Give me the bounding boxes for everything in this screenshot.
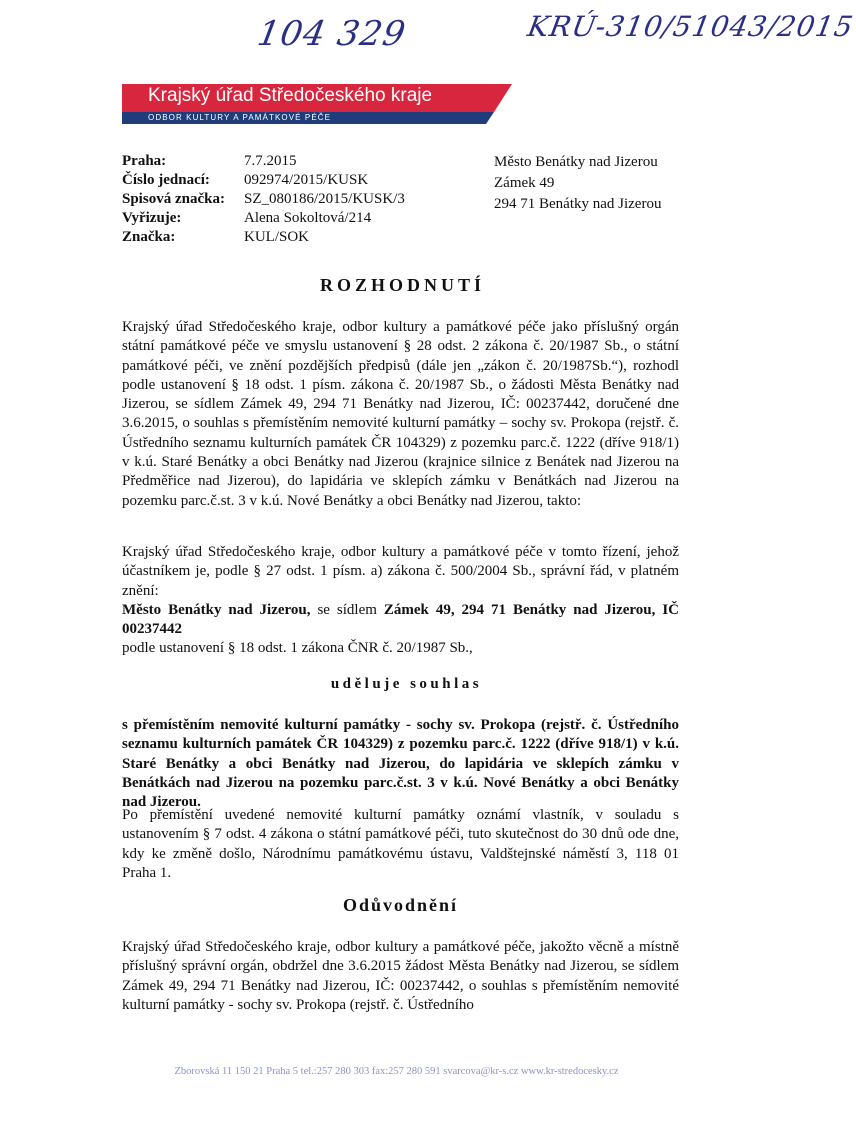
banner-subtitle: ODBOR KULTURY A PAMÁTKOVÉ PÉČE [148, 113, 332, 122]
address-line: Město Benátky nad Jizerou [494, 154, 658, 170]
party-address: Zámek 49, 294 71 Benátky nad Jizerou, IČ 00237442 [122, 601, 679, 638]
meta-value: SZ_080186/2015/KUSK/3 [244, 191, 405, 207]
footer-contact: Zborovská 11 150 21 Praha 5 tel.:257 280 303 fax:257 280 591 svarcova@kr-s.cz www.kr-stredocesky.cz [174, 1066, 619, 1077]
meta-label: Značka: [122, 229, 176, 245]
reasoning-heading: Odůvodnění [342, 895, 459, 915]
meta-label: Praha: [122, 153, 167, 169]
notice-paragraph: Po přemístění uvedené nemovité kulturní památky oznámí vlastník, v souladu s ustanovením § 7 odst. 4 zákona o státní památkové péči, tuto skutečnost do 30 dnů ode dne, kdy ke změně došlo, Národnímu památkovému ústavu, Valdštejnské náměstí 3, 118 01 Praha 1. [122, 807, 679, 881]
intro-paragraph: Krajský úřad Středočeského kraje, odbor kultury a památkové péče jako příslušný orgán státní památkové péče ve smyslu ustanovení § 28 odst. 2 zákona č. 20/1987 Sb., o státní památkové péči, ve znění pozdějších předpisů (dále jen „zákon č. 20/1987Sb.“), rozhodl podle ustanovení § 18 odst. 1 písm. zákona č. 20/1987 Sb., o žádosti Města Benátky nad Jizerou, se sídlem Zámek 49, 294 71 Benátky nad Jizerou, IČ: 00237442, doručené dne 3.6.2015, o souhlas s přemístěním nemovité kulturní památky – sochy sv. Prokopa (rejstř. č. Ústředního seznamu kulturních památek ČR 104329) z pozemku parc.č. 1222 (dříve 918/1) v k.ú. Staré Benátky a obci Benátky nad Jizerou (krajnice silnice z Benátek nad Jizerou na Předměřice nad Jizerou), do lapidária ve sklepích zámku v Benátkách nad Jizerou na pozemku parc.č.st. 3 v k.ú. Nové Benátky a obci Benátky nad Jizerou, takto: [122, 319, 679, 509]
meta-row-handled-by [122, 209, 405, 228]
party-line [122, 601, 679, 640]
meta-label: Vyřizuje: [122, 210, 182, 226]
recipient-address [494, 152, 661, 215]
decision-heading: ROZHODNUTÍ [319, 275, 485, 295]
meta-label: Spisová značka: [122, 191, 225, 207]
meta-row-reference-number [122, 171, 405, 190]
meta-row-date [122, 152, 405, 171]
authority-banner [122, 84, 514, 126]
address-line: Zámek 49 [494, 175, 555, 191]
reasoning-paragraph: Krajský úřad Středočeského kraje, odbor kultury a památkové péče, jakožto věcně a místně příslušný správní orgán, obdržel dne 3.6.2015 žádost Města Benátky nad Jizerou, se sídlem Zámek 49, 294 71 Benátky nad Jizerou, IČ: 00237442, o souhlas s přemístěním nemovité kulturní památky - sochy sv. Prokopa (rejstř. č. Ústředního [122, 939, 679, 1013]
legal-basis: podle ustanovení § 18 odst. 1 zákona ČNR č. 20/1987 Sb., [122, 640, 473, 657]
document-metadata [122, 152, 405, 247]
consent-paragraph: s přemístěním nemovité kulturní památky - sochy sv. Prokopa (rejstř. č. Ústředního seznamu kulturních památek ČR 104329) z pozemku parc.č. 1222 (dříve 918/1) v k.ú. Staré Benátky a obci Benátky nad Jizerou, do lapidária ve sklepích zámku v Benátkách nad Jizerou na pozemku parc.č.st. 3 v k.ú. Nové Benátky a obci Benátky nad Jizerou. [122, 717, 679, 811]
meta-value: Alena Sokoltová/214 [244, 210, 372, 226]
party-name: Město Benátky nad Jizerou, [122, 601, 311, 618]
meta-value: KUL/SOK [244, 229, 310, 245]
address-line: 294 71 Benátky nad Jizerou [494, 196, 662, 212]
banner-title: Krajský úřad Středočeského kraje [148, 85, 433, 106]
grants-consent-heading: uděluje souhlas [330, 676, 483, 692]
meta-row-file-mark [122, 190, 405, 209]
decision-paragraph [122, 543, 679, 659]
party-connector: se sídlem [310, 601, 384, 618]
meta-row-mark [122, 228, 405, 247]
handwritten-annotation-reference: KRÚ-310/51043/2015 [525, 10, 856, 43]
handwritten-annotation-number: 104 329 [254, 14, 410, 54]
decision-text: Krajský úřad Středočeského kraje, odbor kultury a památkové péče v tomto řízení, jehož účastníkem je, podle § 27 odst. 1 písm. a) zákona č. 500/2004 Sb., správní řád, v platném znění: [122, 544, 679, 599]
meta-label: Číslo jednací: [122, 172, 210, 188]
meta-value: 7.7.2015 [244, 153, 297, 169]
meta-value: 092974/2015/KUSK [244, 172, 369, 188]
